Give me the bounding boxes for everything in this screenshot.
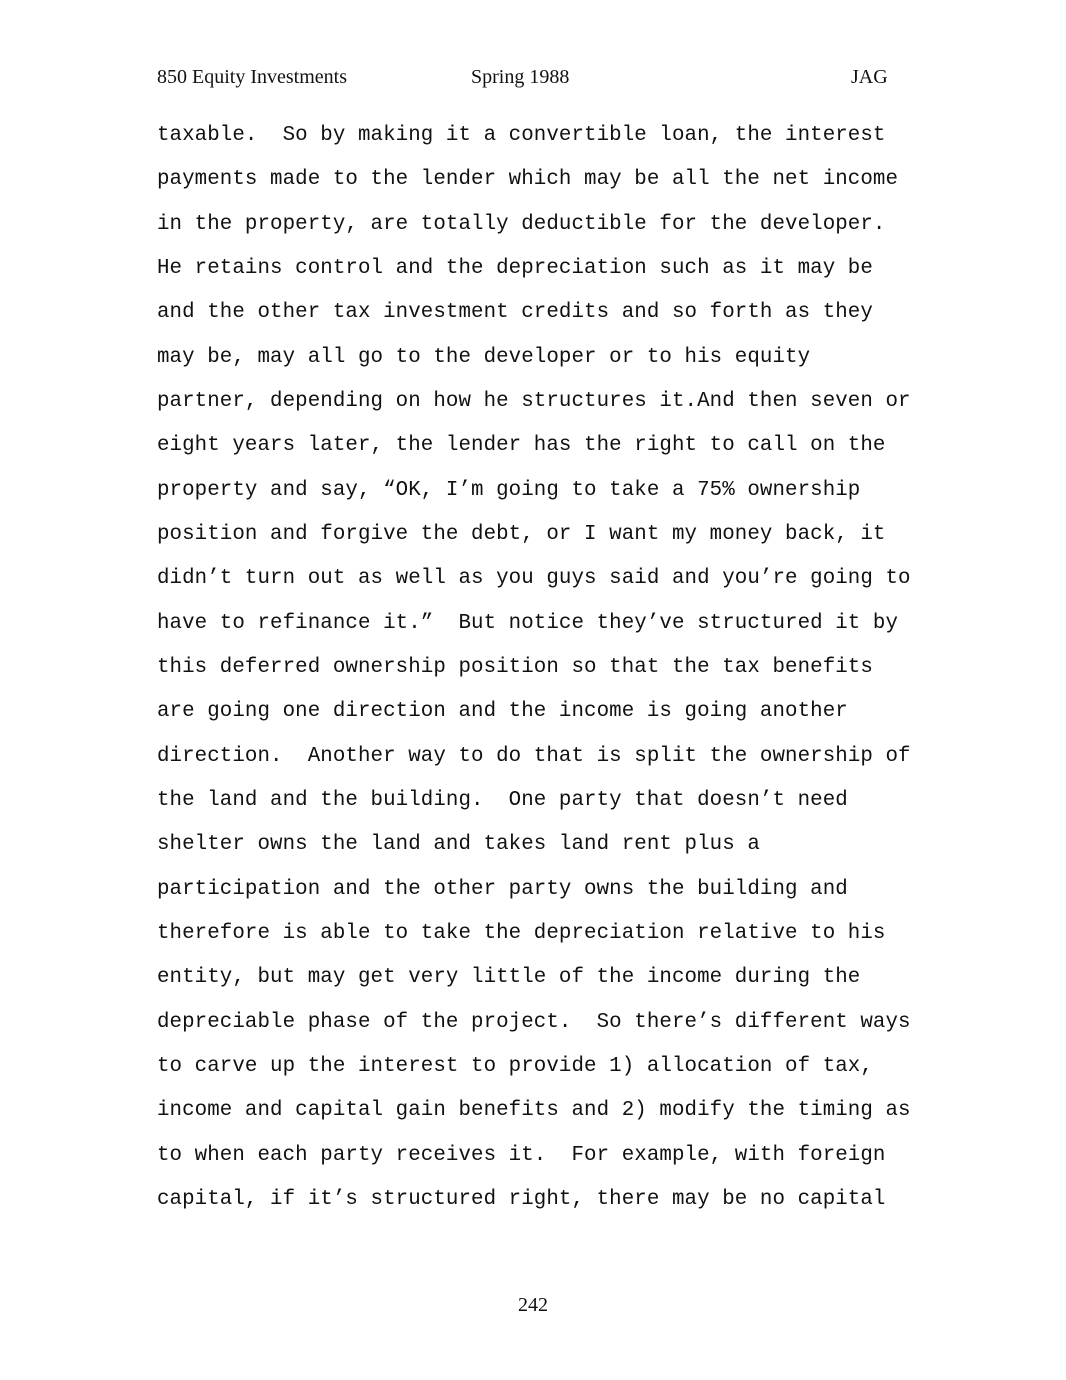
- text-line: income and capital gain benefits and 2) modify the timing as: [157, 1099, 911, 1123]
- text-line: therefore is able to take the depreciation relative to his: [157, 921, 886, 945]
- text-line: partner, depending on how he structures it.And then seven or: [157, 389, 911, 413]
- text-line: this deferred ownership position so that the tax benefits: [157, 655, 873, 679]
- text-line: He retains control and the depreciation such as it may be: [157, 256, 873, 280]
- text-line: capital, if it’s structured right, there may be no capital: [157, 1187, 886, 1211]
- text-line: position and forgive the debt, or I want my money back, it: [157, 522, 886, 546]
- text-line: are going one direction and the income is going another: [157, 700, 848, 724]
- page-header: [0, 62, 1066, 92]
- text-line: the land and the building. One party that doesn’t need: [157, 788, 848, 812]
- text-line: shelter owns the land and takes land rent plus a: [157, 833, 760, 857]
- text-line: have to refinance it.” But notice they’ve structured it by: [157, 611, 899, 635]
- text-line: eight years later, the lender has the right to call on the: [157, 434, 886, 458]
- transcript-body: [157, 114, 957, 1222]
- text-line: property and say, “OK, I’m going to take a 75% ownership: [157, 478, 861, 502]
- text-line: payments made to the lender which may be all the net income: [157, 168, 899, 192]
- text-line: and the other tax investment credits and so forth as they: [157, 301, 873, 325]
- text-line: may be, may all go to the developer or to his equity: [157, 345, 811, 369]
- header-author-initials: JAG: [851, 66, 888, 88]
- text-line: to carve up the interest to provide 1) allocation of tax,: [157, 1054, 873, 1078]
- text-line: taxable. So by making it a convertible loan, the interest: [157, 124, 886, 147]
- text-line: depreciable phase of the project. So there’s different ways: [157, 1010, 911, 1034]
- header-course-title: 850 Equity Investments: [157, 66, 347, 88]
- text-line: participation and the other party owns the building and: [157, 877, 848, 901]
- text-line: to when each party receives it. For example, with foreign: [157, 1143, 886, 1167]
- text-line: entity, but may get very little of the income during the: [157, 966, 861, 990]
- text-line: direction. Another way to do that is split the ownership of: [157, 744, 911, 768]
- header-term: Spring 1988: [471, 66, 570, 88]
- text-line: in the property, are totally deductible for the developer.: [157, 212, 886, 236]
- text-line: didn’t turn out as well as you guys said and you’re going to: [157, 567, 911, 591]
- page-number: 242: [518, 1294, 548, 1316]
